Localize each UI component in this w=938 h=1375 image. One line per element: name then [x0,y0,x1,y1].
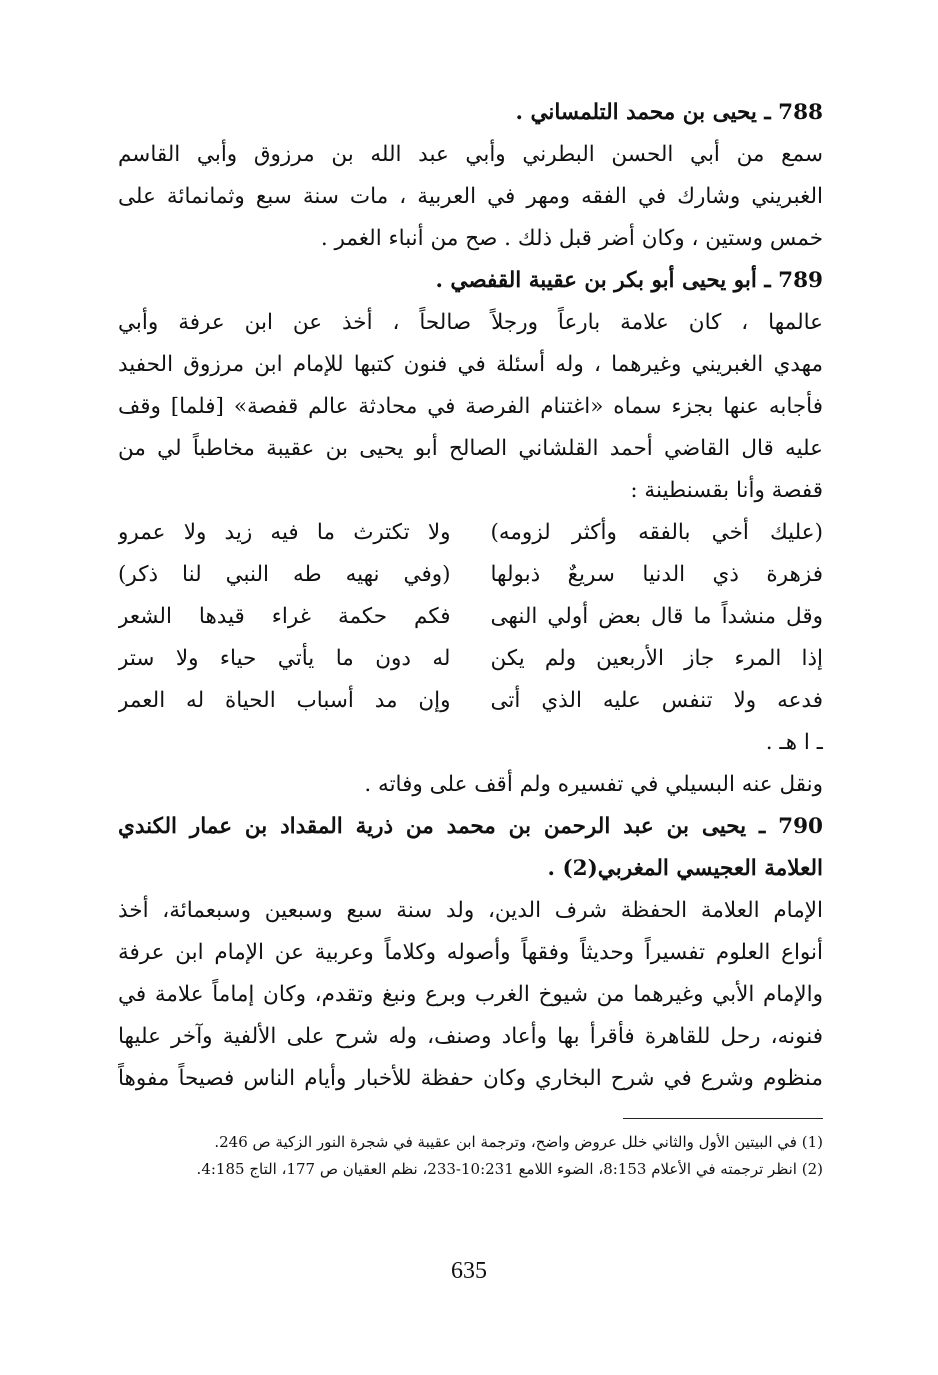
biography-section-790 [118,722,823,1100]
text-line: فأجابه عنها بجزء سماه «اغتنام الفرصة في محادثة عالم قفصة» [فلما] وقف [118,394,823,419]
text-line: الغبريني وشارك في الفقه ومهر في العربية ، مات سنة سبع وثمانمائة على [118,184,823,209]
verse-hemistich-left: فكم حكمة غراء قيدها الشعر [118,604,451,629]
text-line: قفصة وأنا بقسنطينة : [630,478,823,503]
entry-heading: العلامة العجيسي المغربي(2) . [547,856,823,881]
entry-heading: 788 ـ يحيى بن محمد التلمساني . [515,100,823,125]
verse-hemistich-left: (وفي نهيه طه النبي لنا ذكر) [118,562,451,587]
text-line: ـ ا هـ . [765,730,823,755]
page-number: 635 [451,1258,487,1284]
text-line: ونقل عنه البسيلي في تفسيره ولم أقف على وفاته . [364,772,823,797]
footnote: (2) انظر ترجمته في الأعلام 8:153، الضوء اللامع 10:231-233، نظم العقيان ص 177، التاج 4:185. [196,1160,823,1178]
document-page [118,92,823,1183]
text-line: أنواع العلوم تفسيراً وحديثاً وفقهاً وأصوله وكلاماً وعربية عن الإمام ابن عرفة [118,940,823,965]
verse-hemistich-left: له دون ما يأتي حياء ولا ستر [118,646,451,671]
entry-heading: 790 ـ يحيى بن عبد الرحمن بن محمد من ذرية المقداد بن عمار الكندي [118,814,823,839]
verse-hemistich-right: إذا المرء جاز الأربعين ولم يكن [490,646,823,671]
text-line: سمع من أبي الحسن البطرني وأبي عبد الله بن مرزوق وأبي القاسم [118,142,823,167]
footnotes [118,1129,823,1183]
text-line: عليه قال القاضي أحمد القلشاني الصالح أبو يحيى بن عقيبة مخاطباً لي من [118,436,823,461]
verse-hemistich-right: فزهرة ذي الدنيا سريعٌ ذبولها [490,562,823,587]
verse-hemistich-right: فدعه ولا تنفس عليه الذي أتى [490,688,823,713]
text-line: عالمها ، كان علامة بارعاً ورجلاً صالحاً ، أخذ عن ابن عرفة وأبي [118,310,823,335]
text-line: خمس وستين ، وكان أضر قبل ذلك . صح من أنباء الغمر . [320,226,823,251]
poem-verses [118,512,823,722]
text-line: الإمام العلامة الحفظة شرف الدين، ولد سنة سبع وسبعين وسبعمائة، أخذ [118,898,823,923]
verse-hemistich-left: ولا تكترث ما فيه زيد ولا عمرو [118,520,451,545]
verse-hemistich-right: (عليك أخي بالفقه وأكثر لزومه) [490,520,823,545]
verse-hemistich-right: وقل منشداً ما قال بعض أولي النهى [490,604,823,629]
footnote-separator [623,1118,823,1119]
biography-section-788-789 [118,92,823,512]
text-line: فنونه، رحل للقاهرة فأقرأ بها وأعاد وصنف، وله شرح على الألفية وآخر عليها [118,1024,823,1049]
text-line: والإمام الأبي وغيرهما من شيوخ الغرب وبرع ونبغ وتقدم، وكان إماماً علامة في [118,982,823,1007]
footnote: (1) في البيتين الأول والثاني خلل عروض واضح، وترجمة ابن عقيبة في شجرة النور الزكية ص 246. [214,1133,823,1151]
text-line: مهدي الغبريني وغيرهما ، وله أسئلة في فنون كتبها للإمام ابن مرزوق الحفيد [118,352,823,377]
entry-heading: 789 ـ أبو يحيى أبو بكر بن عقيبة القفصي . [435,268,823,293]
text-line: منظوم وشرع في شرح البخاري وكان حفظة للأخبار وأيام الناس فصيحاً مفوهاً [118,1066,823,1091]
verse-hemistich-left: وإن مد أسباب الحياة له العمر [118,688,451,713]
